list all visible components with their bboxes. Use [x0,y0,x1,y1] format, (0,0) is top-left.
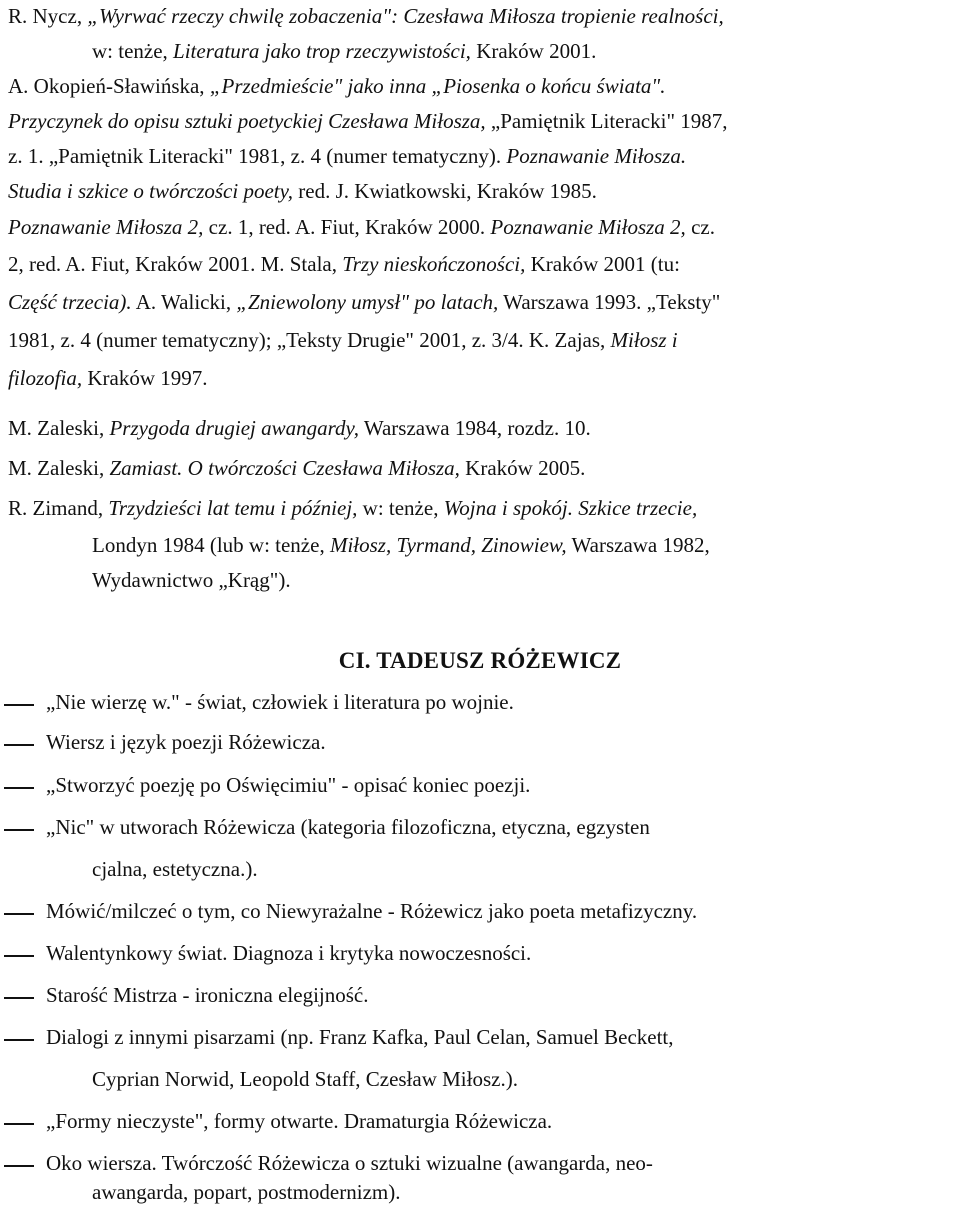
text-segment: Kraków 2005. [459,456,586,480]
bib-line [8,290,720,315]
bib-line [92,568,291,593]
dash-bullet-icon [4,829,34,831]
bib-line [8,252,680,277]
bib-line [8,74,665,99]
list-item-text: „Stworzyć poezję po Oświęcimiu" - opisać koniec poezji. [46,773,531,797]
list-item-text: „Formy nieczyste", formy otwarte. Dramaturgia Różewicza. [46,1109,553,1133]
bib-line [8,4,724,29]
text-segment: A. Walicki, [131,290,237,314]
bib-line [8,179,597,204]
text-segment: M. Zaleski, [8,456,110,480]
text-segment: 2, red. A. Fiut, Kraków 2001. M. Stala, [8,252,343,276]
dash-bullet-icon [4,1039,34,1041]
dash-bullet-icon [4,955,34,957]
list-item-text: Starość Mistrza - ironiczna elegijność. [46,983,369,1007]
section-heading: CI. TADEUSZ RÓŻEWICZ [338,648,622,673]
list-item-text: Wiersz i język poezji Różewicza. [46,730,326,754]
dash-bullet-icon [4,704,34,706]
text-segment: Kraków 2001. [470,39,597,63]
dash-bullet-icon [4,1165,34,1167]
text-segment: w: tenże, [92,39,174,63]
dash-bullet-icon [4,744,34,746]
italic-title-segment: „Zniewolony umysł" po latach, [236,290,499,314]
list-item-text: Oko wiersza. Twórczość Różewicza o sztuki wizualne (awangarda, neo- [46,1151,653,1175]
italic-title-segment: Przyczynek do opisu sztuki poetyckiej Czesława Miłosza, [8,109,486,133]
dash-bullet-icon [4,787,34,789]
text-segment: cz. [685,215,715,239]
bib-line [8,144,686,169]
bib-line [8,416,591,441]
italic-title-segment: Zamiast. O twórczości Czesława Miłosza, [109,456,460,480]
text-segment: Wydawnictwo „Krąg"). [92,568,291,592]
dash-bullet-icon [4,1123,34,1125]
italic-title-segment: „Przedmieście" jako inna „Piosenka o końcu świata". [209,74,666,98]
list-item-text-continued: cjalna, estetyczna.). [92,857,258,881]
italic-title-segment: Studia i szkice o twórczości poety, [8,179,294,203]
italic-title-segment: Miłosz i [610,328,678,352]
list-item-text: Dialogi z innymi pisarzami (np. Franz Kafka, Paul Celan, Samuel Beckett, [46,1025,674,1049]
italic-title-segment: Wojna i spokój. Szkice trzecie, [443,496,698,520]
list-item-text: „Nic" w utworach Różewicza (kategoria filozoficzna, etyczna, egzysten [46,815,650,839]
italic-title-segment: Trzy nieskończoności, [342,252,526,276]
text-segment: A. Okopień-Sławińska, [8,74,210,98]
italic-title-segment: Literatura jako trop rzeczywistości, [173,39,471,63]
bib-line [8,109,728,134]
text-segment: cz. 1, red. A. Fiut, Kraków 2000. [203,215,491,239]
text-segment: Londyn 1984 (lub w: tenże, [92,533,330,557]
italic-title-segment: „Wyrwać rzeczy chwilę zobaczenia": Czesława Miłosza tropienie realności, [87,4,724,28]
list-item-text: „Nie wierzę w." - świat, człowiek i literatura po wojnie. [46,690,514,714]
text-segment: Kraków 1997. [82,366,208,390]
italic-title-segment: Miłosz, Tyrmand, Zinowiew, [329,533,567,557]
bib-line [92,533,710,558]
dash-bullet-icon [4,997,34,999]
bib-line [92,39,596,64]
text-segment: Warszawa 1982, [566,533,710,557]
bib-line [8,366,208,391]
bib-line [8,328,678,353]
dash-bullet-icon [4,913,34,915]
list-item-text-continued: Cyprian Norwid, Leopold Staff, Czesław Miłosz.). [92,1067,518,1091]
bib-line [8,496,697,521]
italic-title-segment: Część trzecia). [8,290,132,314]
italic-title-segment: Poznawanie Miłosza 2, [8,215,204,239]
text-segment: Warszawa 1984, rozdz. 10. [358,416,591,440]
list-item-text-continued: awangarda, popart, postmodernizm). [92,1180,401,1204]
bib-line [8,456,585,481]
text-segment: R. Nycz, [8,4,88,28]
text-segment: w: tenże, [357,496,444,520]
italic-title-segment: Poznawanie Miłosza 2, [490,215,686,239]
bib-line [8,215,715,240]
text-segment: red. J. Kwiatkowski, Kraków 1985. [293,179,597,203]
text-segment: R. Zimand, [8,496,109,520]
italic-title-segment: Trzydzieści lat temu i później, [108,496,358,520]
text-segment: 1981, z. 4 (numer tematyczny); „Teksty Drugie" 2001, z. 3/4. K. Zajas, [8,328,611,352]
text-segment: M. Zaleski, [8,416,110,440]
text-segment: Kraków 2001 (tu: [525,252,680,276]
text-segment: Warszawa 1993. „Teksty" [498,290,721,314]
list-item-text: Walentynkowy świat. Diagnoza i krytyka nowoczesności. [46,941,532,965]
text-segment: z. 1. „Pamiętnik Literacki" 1981, z. 4 (numer tematyczny). [8,144,507,168]
list-item-text: Mówić/milczeć o tym, co Niewyrażalne - Różewicz jako poeta metafizyczny. [46,899,698,923]
italic-title-segment: Poznawanie Miłosza. [506,144,687,168]
italic-title-segment: filozofia, [8,366,83,390]
text-segment: „Pamiętnik Literacki" 1987, [485,109,728,133]
italic-title-segment: Przygoda drugiej awangardy, [109,416,359,440]
